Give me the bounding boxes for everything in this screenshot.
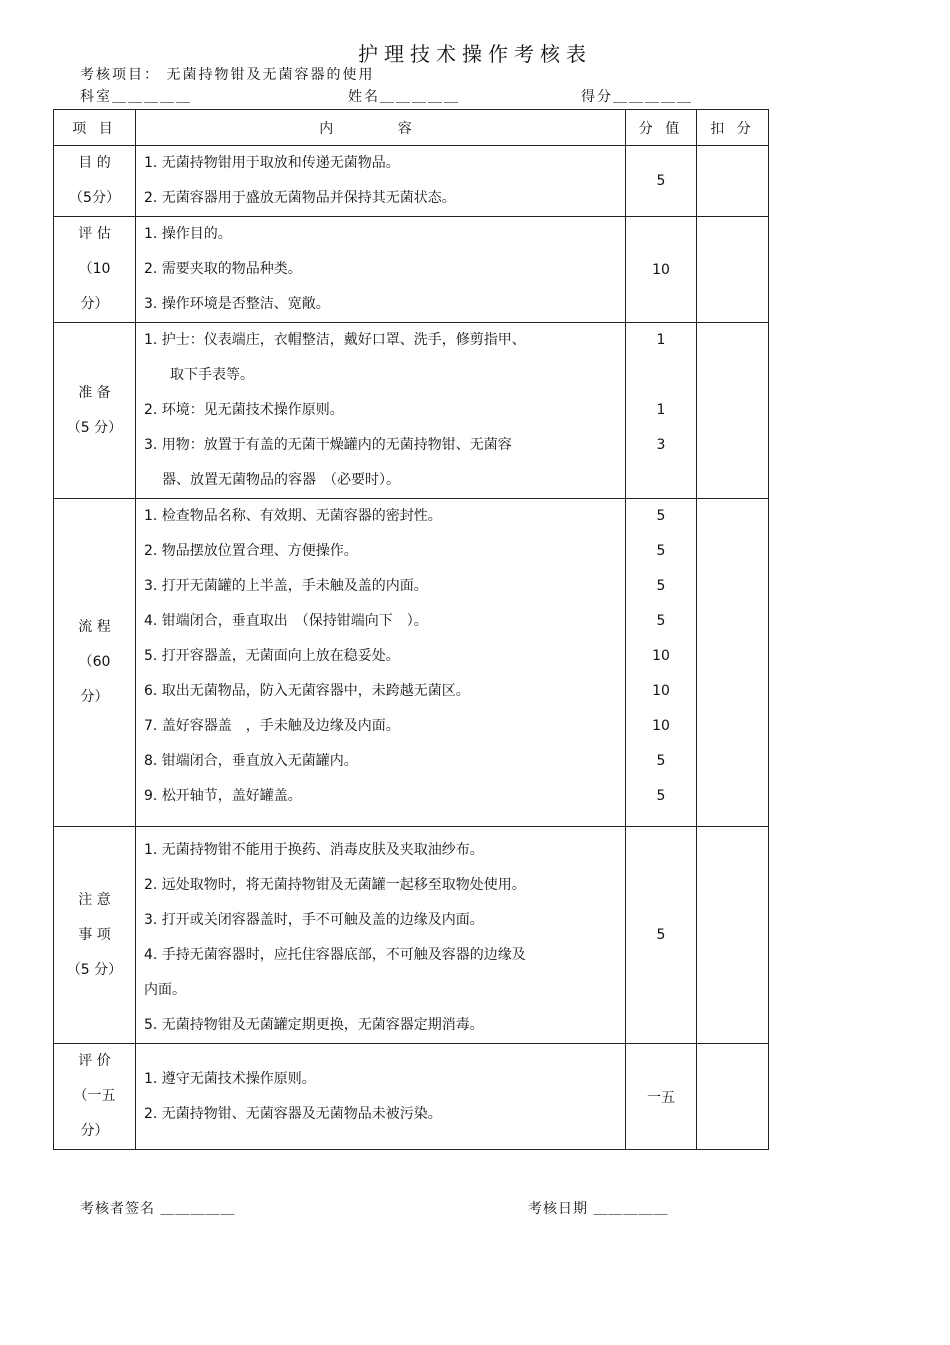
deduct-cell[interactable] [697,217,769,323]
category-label: 分） [80,1123,109,1139]
category-label: 准 备 [78,384,111,401]
content-line: 1. 遵守无菌技术操作原则。 [144,1070,316,1087]
category-cell [54,146,136,217]
score-value: 1 [656,332,666,348]
name-field: 姓名＿＿＿＿＿ [348,89,460,105]
content-cell [136,323,626,499]
score-value: 1 [656,402,666,418]
exam-date: 考核日期 ＿＿＿＿＿ [528,1201,669,1217]
content-line: 取下手表等。 [170,367,254,383]
score-cell: 10 [626,217,697,323]
score-cell: 5 [626,146,697,217]
score-value: 5 [656,578,666,594]
score-cell [626,499,697,827]
deduct-cell[interactable] [697,827,769,1044]
content-cell [136,1044,626,1150]
score-value: 10 [652,718,670,734]
score-value [626,358,696,393]
content-line: 3. 操作环境是否整洁、宽敞。 [144,296,330,312]
category-cell [54,217,136,323]
content-line: 内面。 [144,982,186,998]
content-line: 器、放置无菌物品的容器 （必要时）。 [162,472,400,488]
score-cell: 5 [626,827,697,1044]
table-row [54,146,769,217]
content-line: 6. 取出无菌物品，防入无菌容器中，未跨越无菌区。 [144,683,470,699]
category-cell [54,827,136,1044]
content-line: 1. 检查物品名称、有效期、无菌容器的密封性。 [144,508,442,524]
category-label: （60 [78,654,111,670]
score-value: 5 [656,613,666,629]
table-header-row [54,110,769,146]
table-row [54,217,769,323]
score-cell: 一五 [626,1044,697,1150]
score-value: 5 [656,788,666,804]
category-label: 目 的 [78,155,111,171]
content-line: 1. 无菌持物钳用于取放和传递无菌物品。 [144,155,400,171]
content-line: 8. 钳端闭合，垂直放入无菌罐内。 [144,753,358,769]
score-value: 5 [656,543,666,559]
content-line: 5. 打开容器盖，无菌面向上放在稳妥处。 [144,648,400,664]
content-line: 1. 无菌持物钳不能用于换药、消毒皮肤及夹取油纱布。 [144,842,484,858]
content-line: 1. 护士：仪表端庄，衣帽整洁，戴好口罩、洗手，修剪指甲、 [144,332,526,348]
content-line: 2. 需要夹取的物品种类。 [144,261,302,277]
content-line: 2. 无菌容器用于盛放无菌物品并保持其无菌状态。 [144,190,456,206]
table-row [54,827,769,1044]
content-line: 4. 手持无菌容器时，应托住容器底部，不可触及容器的边缘及 [144,947,526,963]
score-field: 得分＿＿＿＿＿ [581,89,693,105]
category-cell [54,499,136,827]
category-label: 分） [80,296,109,312]
score-cell [626,323,697,499]
category-label: 评 价 [78,1053,111,1069]
category-label: （5 分） [66,419,123,436]
content-line: 2. 远处取物时，将无菌持物钳及无菌罐一起移至取物处使用。 [144,877,526,893]
content-cell [136,217,626,323]
category-label: 事 项 [78,926,111,943]
examiner-signature: 考核者签名 ＿＿＿＿＿ [80,1201,236,1217]
category-label: 分） [80,689,109,705]
deduct-cell[interactable] [697,499,769,827]
table-row [54,499,769,827]
content-line: 2. 物品摆放位置合理、方便操作。 [144,543,358,559]
score-value [626,463,696,498]
score-value: 10 [652,683,670,699]
content-line: 3. 打开无菌罐的上半盖，手未触及盖的内面。 [144,578,428,594]
category-label: （一五 [73,1088,116,1104]
category-label: （5 分） [66,961,123,978]
content-line: 4. 钳端闭合，垂直取出 （保持钳端向下 ）。 [144,613,428,629]
category-cell [54,1044,136,1150]
exam-project: 考核项目： 无菌持物钳及无菌容器的使用 [80,67,375,83]
content-cell [136,146,626,217]
deduct-cell[interactable] [697,1044,769,1150]
content-line: 5. 无菌持物钳及无菌罐定期更换，无菌容器定期消毒。 [144,1017,484,1033]
category-label: 注 意 [78,891,111,908]
content-line: 3. 用物：放置于有盖的无菌干燥罐内的无菌持物钳、无菌容 [144,437,512,453]
assessment-table [53,109,769,1150]
category-cell [54,323,136,499]
score-value: 5 [656,753,666,769]
content-cell [136,499,626,827]
deduct-cell[interactable] [697,146,769,217]
category-label: （10 [78,261,111,277]
category-label: （5分） [69,190,120,206]
content-line: 9. 松开轴节，盖好罐盖。 [144,788,302,804]
page-title: 护理技术操作考核表 [358,42,592,66]
col-header-item: 项 目 [54,110,136,146]
content-line: 3. 打开或关闭容器盖时，手不可触及盖的边缘及内面。 [144,912,484,928]
score-value: 5 [656,508,666,524]
score-value: 3 [656,437,666,453]
dept-field: 科室＿＿＿＿＿ [80,89,192,105]
col-header-deduct: 扣 分 [697,110,769,146]
deduct-cell[interactable] [697,323,769,499]
content-line: 2. 无菌持物钳、无菌容器及无菌物品未被污染。 [144,1105,442,1122]
category-label: 评 估 [78,226,111,242]
col-header-content: 内 容 [136,110,626,146]
content-line: 2. 环境：见无菌技术操作原则。 [144,402,344,418]
content-line: 7. 盖好容器盖 ，手未触及边缘及内面。 [144,718,400,734]
content-line: 1. 操作目的。 [144,226,232,242]
score-value: 10 [652,648,670,664]
col-header-value: 分 值 [626,110,697,146]
table-row [54,1044,769,1150]
table-row [54,323,769,499]
content-cell [136,827,626,1044]
category-label: 流 程 [78,619,111,635]
